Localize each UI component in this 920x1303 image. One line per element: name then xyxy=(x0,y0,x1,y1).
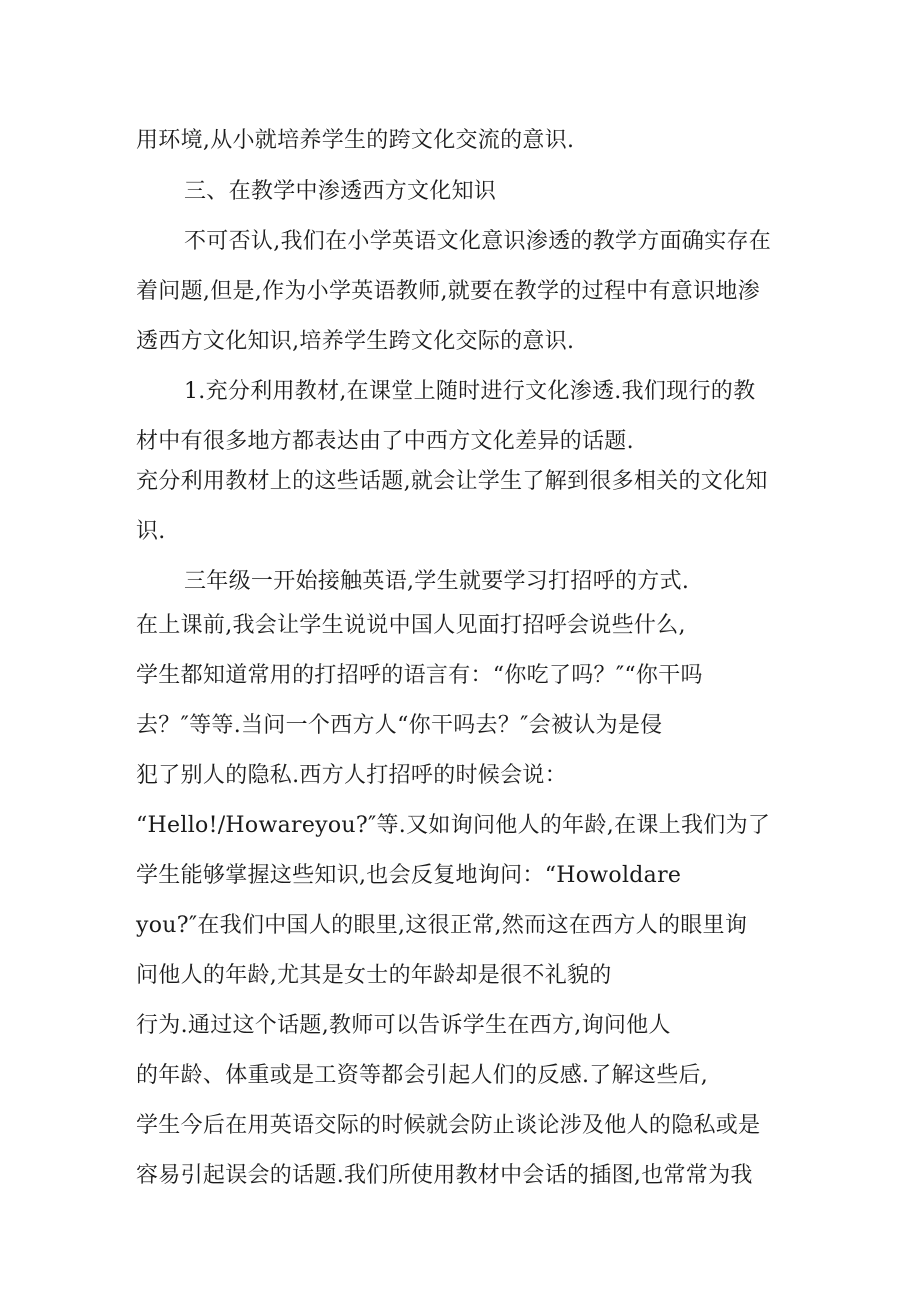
section-heading: 三、在教学中渗透西方文化知识 xyxy=(184,179,497,204)
paragraph-line: 充分利用教材上的这些话题,就会让学生了解到很多相关的文化知 xyxy=(136,469,768,494)
paragraph-line: “Hello!/Howareyou?″等.又如询问他人的年龄,在课上我们为了 xyxy=(136,813,771,838)
paragraph-line: 在上课前,我会让学生说说中国人见面打招呼会说些什么, xyxy=(136,613,686,638)
paragraph-line: 识. xyxy=(136,519,166,544)
paragraph-line: 着问题,但是,作为小学英语教师,就要在教学的过程中有意识地渗 xyxy=(136,279,760,304)
paragraph-line: 犯了别人的隐私.西方人打招呼的时候会说： xyxy=(136,763,567,788)
paragraph-line: 学生能够掌握这些知识,也会反复地询问：“Howoldare xyxy=(136,863,682,888)
paragraph-line: 学生都知道常用的打招呼的语言有：“你吃了吗？″“你干吗 xyxy=(136,663,703,688)
paragraph-line: 三年级一开始接触英语,学生就要学习打招呼的方式. xyxy=(184,569,690,594)
paragraph-line: 的年龄、体重或是工资等都会引起人们的反感.了解这些后, xyxy=(136,1063,709,1088)
paragraph-line: 去？″等等.当问一个西方人“你干吗去？″会被认为是侵 xyxy=(136,713,663,738)
paragraph-line: 问他人的年龄,尤其是女士的年龄却是很不礼貌的 xyxy=(136,963,612,988)
paragraph-line: you?″在我们中国人的眼里,这很正常,然而这在西方人的眼里询 xyxy=(136,913,748,938)
paragraph-line: 材中有很多地方都表达由了中西方文化差异的话题. xyxy=(136,429,634,454)
paragraph-line: 学生今后在用英语交际的时候就会防止谈论涉及他人的隐私或是 xyxy=(136,1113,761,1138)
paragraph-line: 用环境,从小就培养学生的跨文化交流的意识. xyxy=(136,128,575,153)
paragraph-line: 透西方文化知识,培养学生跨文化交际的意识. xyxy=(136,329,575,354)
paragraph-line: 容易引起误会的话题.我们所使用教材中会话的插图,也常常为我 xyxy=(136,1163,753,1188)
paragraph-line: 1.充分利用教材,在课堂上随时进行文化渗透.我们现行的教 xyxy=(184,379,756,404)
paragraph-line: 行为.通过这个话题,教师可以告诉学生在西方,询问他人 xyxy=(136,1013,671,1038)
paragraph-line: 不可否认,我们在小学英语文化意识渗透的教学方面确实存在 xyxy=(184,229,772,254)
